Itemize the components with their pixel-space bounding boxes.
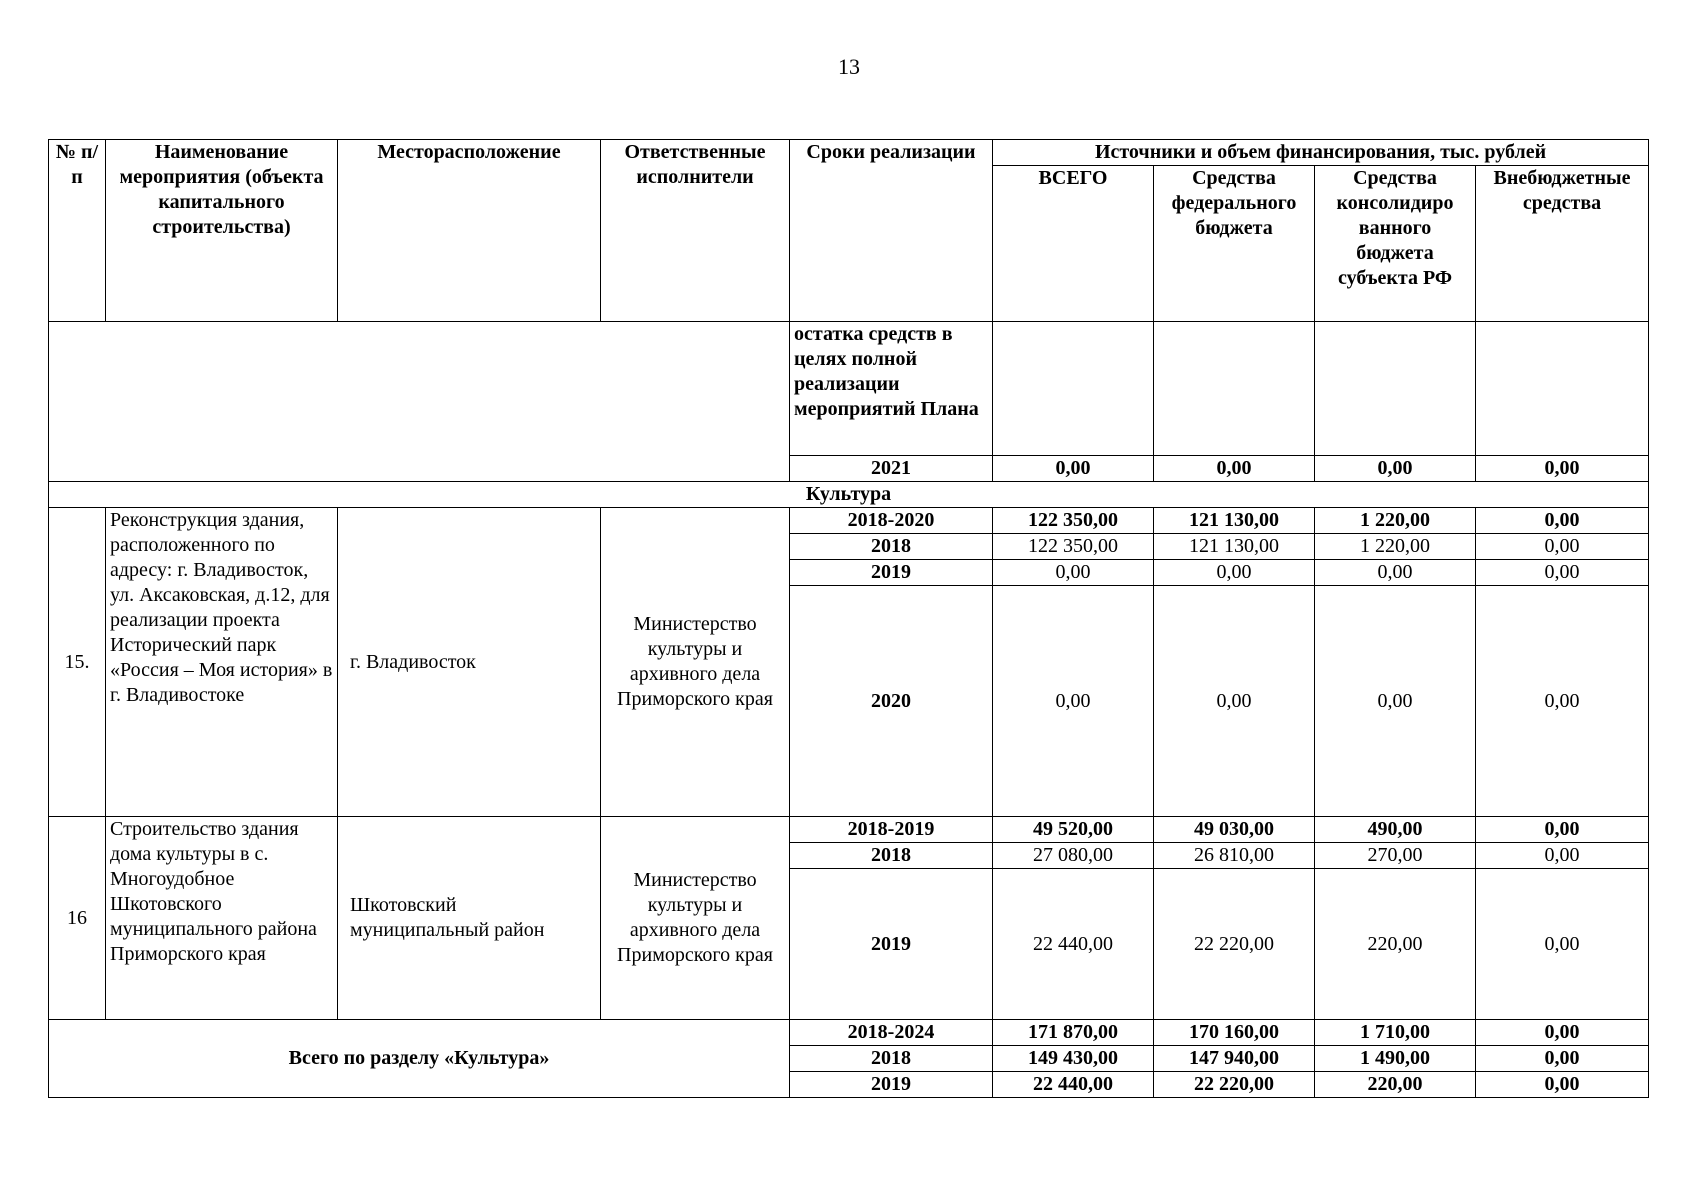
federal-cell: 0,00 xyxy=(1154,456,1315,482)
col-num-header: № п/п xyxy=(49,140,106,322)
period-cell: 2019 xyxy=(790,1072,993,1098)
total-cell: 22 440,00 xyxy=(993,1072,1154,1098)
consolidated-cell: 0,00 xyxy=(1315,560,1476,586)
table-cell xyxy=(993,322,1154,456)
federal-cell: 0,00 xyxy=(1154,586,1315,817)
col-extra-header: Внебюджетные средства xyxy=(1476,166,1649,322)
extra-cell: 0,00 xyxy=(1476,843,1649,869)
consolidated-cell: 1 710,00 xyxy=(1315,1020,1476,1046)
col-location-header: Месторасположение xyxy=(338,140,601,322)
table-cell xyxy=(1154,322,1315,456)
federal-cell: 170 160,00 xyxy=(1154,1020,1315,1046)
continuation-note: остатка средств в целях полной реализации мероприятий Плана xyxy=(790,322,993,456)
period-cell: 2019 xyxy=(790,560,993,586)
col-consolidated-header: Средства консолидиро ванного бюджета субъекта РФ xyxy=(1315,166,1476,322)
table-row xyxy=(49,817,1649,843)
item-number: 15. xyxy=(49,508,106,817)
extra-cell: 0,00 xyxy=(1476,586,1649,817)
total-cell: 49 520,00 xyxy=(993,817,1154,843)
federal-cell: 26 810,00 xyxy=(1154,843,1315,869)
item-location: Шкотовский муниципальный район xyxy=(338,817,601,1020)
extra-cell: 0,00 xyxy=(1476,534,1649,560)
period-cell: 2018 xyxy=(790,1046,993,1072)
consolidated-cell: 0,00 xyxy=(1315,456,1476,482)
header-row xyxy=(49,140,1649,166)
period-cell: 2018-2019 xyxy=(790,817,993,843)
extra-cell: 0,00 xyxy=(1476,869,1649,1020)
federal-cell: 121 130,00 xyxy=(1154,534,1315,560)
total-cell: 171 870,00 xyxy=(993,1020,1154,1046)
consolidated-cell: 270,00 xyxy=(1315,843,1476,869)
sources-group-header: Источники и объем финансирования, тыс. рублей xyxy=(993,140,1649,166)
item-number: 16 xyxy=(49,817,106,1020)
col-responsible-header: Ответственные исполнители xyxy=(601,140,790,322)
section-total-label: Всего по разделу «Культура» xyxy=(49,1020,790,1098)
extra-cell: 0,00 xyxy=(1476,817,1649,843)
table-cell xyxy=(1476,322,1649,456)
item-location: г. Владивосток xyxy=(338,508,601,817)
item-responsible: Министерство культуры и архивного дела Приморского края xyxy=(601,817,790,1020)
total-cell: 122 350,00 xyxy=(993,534,1154,560)
federal-cell: 22 220,00 xyxy=(1154,869,1315,1020)
total-cell: 22 440,00 xyxy=(993,869,1154,1020)
consolidated-cell: 1 220,00 xyxy=(1315,508,1476,534)
continuation-empty-cell xyxy=(49,322,790,482)
period-cell: 2021 xyxy=(790,456,993,482)
period-cell: 2018-2024 xyxy=(790,1020,993,1046)
total-cell: 27 080,00 xyxy=(993,843,1154,869)
financing-table xyxy=(48,139,1649,1098)
extra-cell: 0,00 xyxy=(1476,1020,1649,1046)
col-name-header: Наименование мероприятия (объекта капитального строительства) xyxy=(106,140,338,322)
col-total-header: ВСЕГО xyxy=(993,166,1154,322)
extra-cell: 0,00 xyxy=(1476,1046,1649,1072)
extra-cell: 0,00 xyxy=(1476,456,1649,482)
total-cell: 0,00 xyxy=(993,560,1154,586)
total-cell: 0,00 xyxy=(993,456,1154,482)
federal-cell: 49 030,00 xyxy=(1154,817,1315,843)
total-cell: 122 350,00 xyxy=(993,508,1154,534)
table-row xyxy=(49,1020,1649,1046)
page-number: 13 xyxy=(838,54,860,79)
col-federal-header: Средства федерального бюджета xyxy=(1154,166,1315,322)
period-cell: 2018 xyxy=(790,534,993,560)
section-title-row xyxy=(49,482,1649,508)
extra-cell: 0,00 xyxy=(1476,560,1649,586)
total-cell: 149 430,00 xyxy=(993,1046,1154,1072)
table-row xyxy=(49,508,1649,534)
extra-cell: 0,00 xyxy=(1476,1072,1649,1098)
consolidated-cell: 220,00 xyxy=(1315,869,1476,1020)
federal-cell: 147 940,00 xyxy=(1154,1046,1315,1072)
consolidated-cell: 1 220,00 xyxy=(1315,534,1476,560)
consolidated-cell: 1 490,00 xyxy=(1315,1046,1476,1072)
item-name: Строительство здания дома культуры в с. Многоудобное Шкотовского муниципального района Приморского края xyxy=(106,817,338,1020)
total-cell: 0,00 xyxy=(993,586,1154,817)
table-cell xyxy=(1315,322,1476,456)
federal-cell: 0,00 xyxy=(1154,560,1315,586)
extra-cell: 0,00 xyxy=(1476,508,1649,534)
col-period-header: Сроки реализации xyxy=(790,140,993,322)
period-cell: 2018-2020 xyxy=(790,508,993,534)
section-title: Культура xyxy=(49,482,1649,508)
item-name: Реконструкция здания, расположенного по адресу: г. Владивосток, ул. Аксаковская, д.12, для реализации проекта Исторический парк «Россия – Моя история» в г. Владивостоке xyxy=(106,508,338,817)
item-responsible: Министерство культуры и архивного дела Приморского края xyxy=(601,508,790,817)
consolidated-cell: 0,00 xyxy=(1315,586,1476,817)
continuation-note-row xyxy=(49,322,1649,456)
consolidated-cell: 220,00 xyxy=(1315,1072,1476,1098)
federal-cell: 22 220,00 xyxy=(1154,1072,1315,1098)
period-cell: 2019 xyxy=(790,869,993,1020)
period-cell: 2020 xyxy=(790,586,993,817)
federal-cell: 121 130,00 xyxy=(1154,508,1315,534)
period-cell: 2018 xyxy=(790,843,993,869)
consolidated-cell: 490,00 xyxy=(1315,817,1476,843)
